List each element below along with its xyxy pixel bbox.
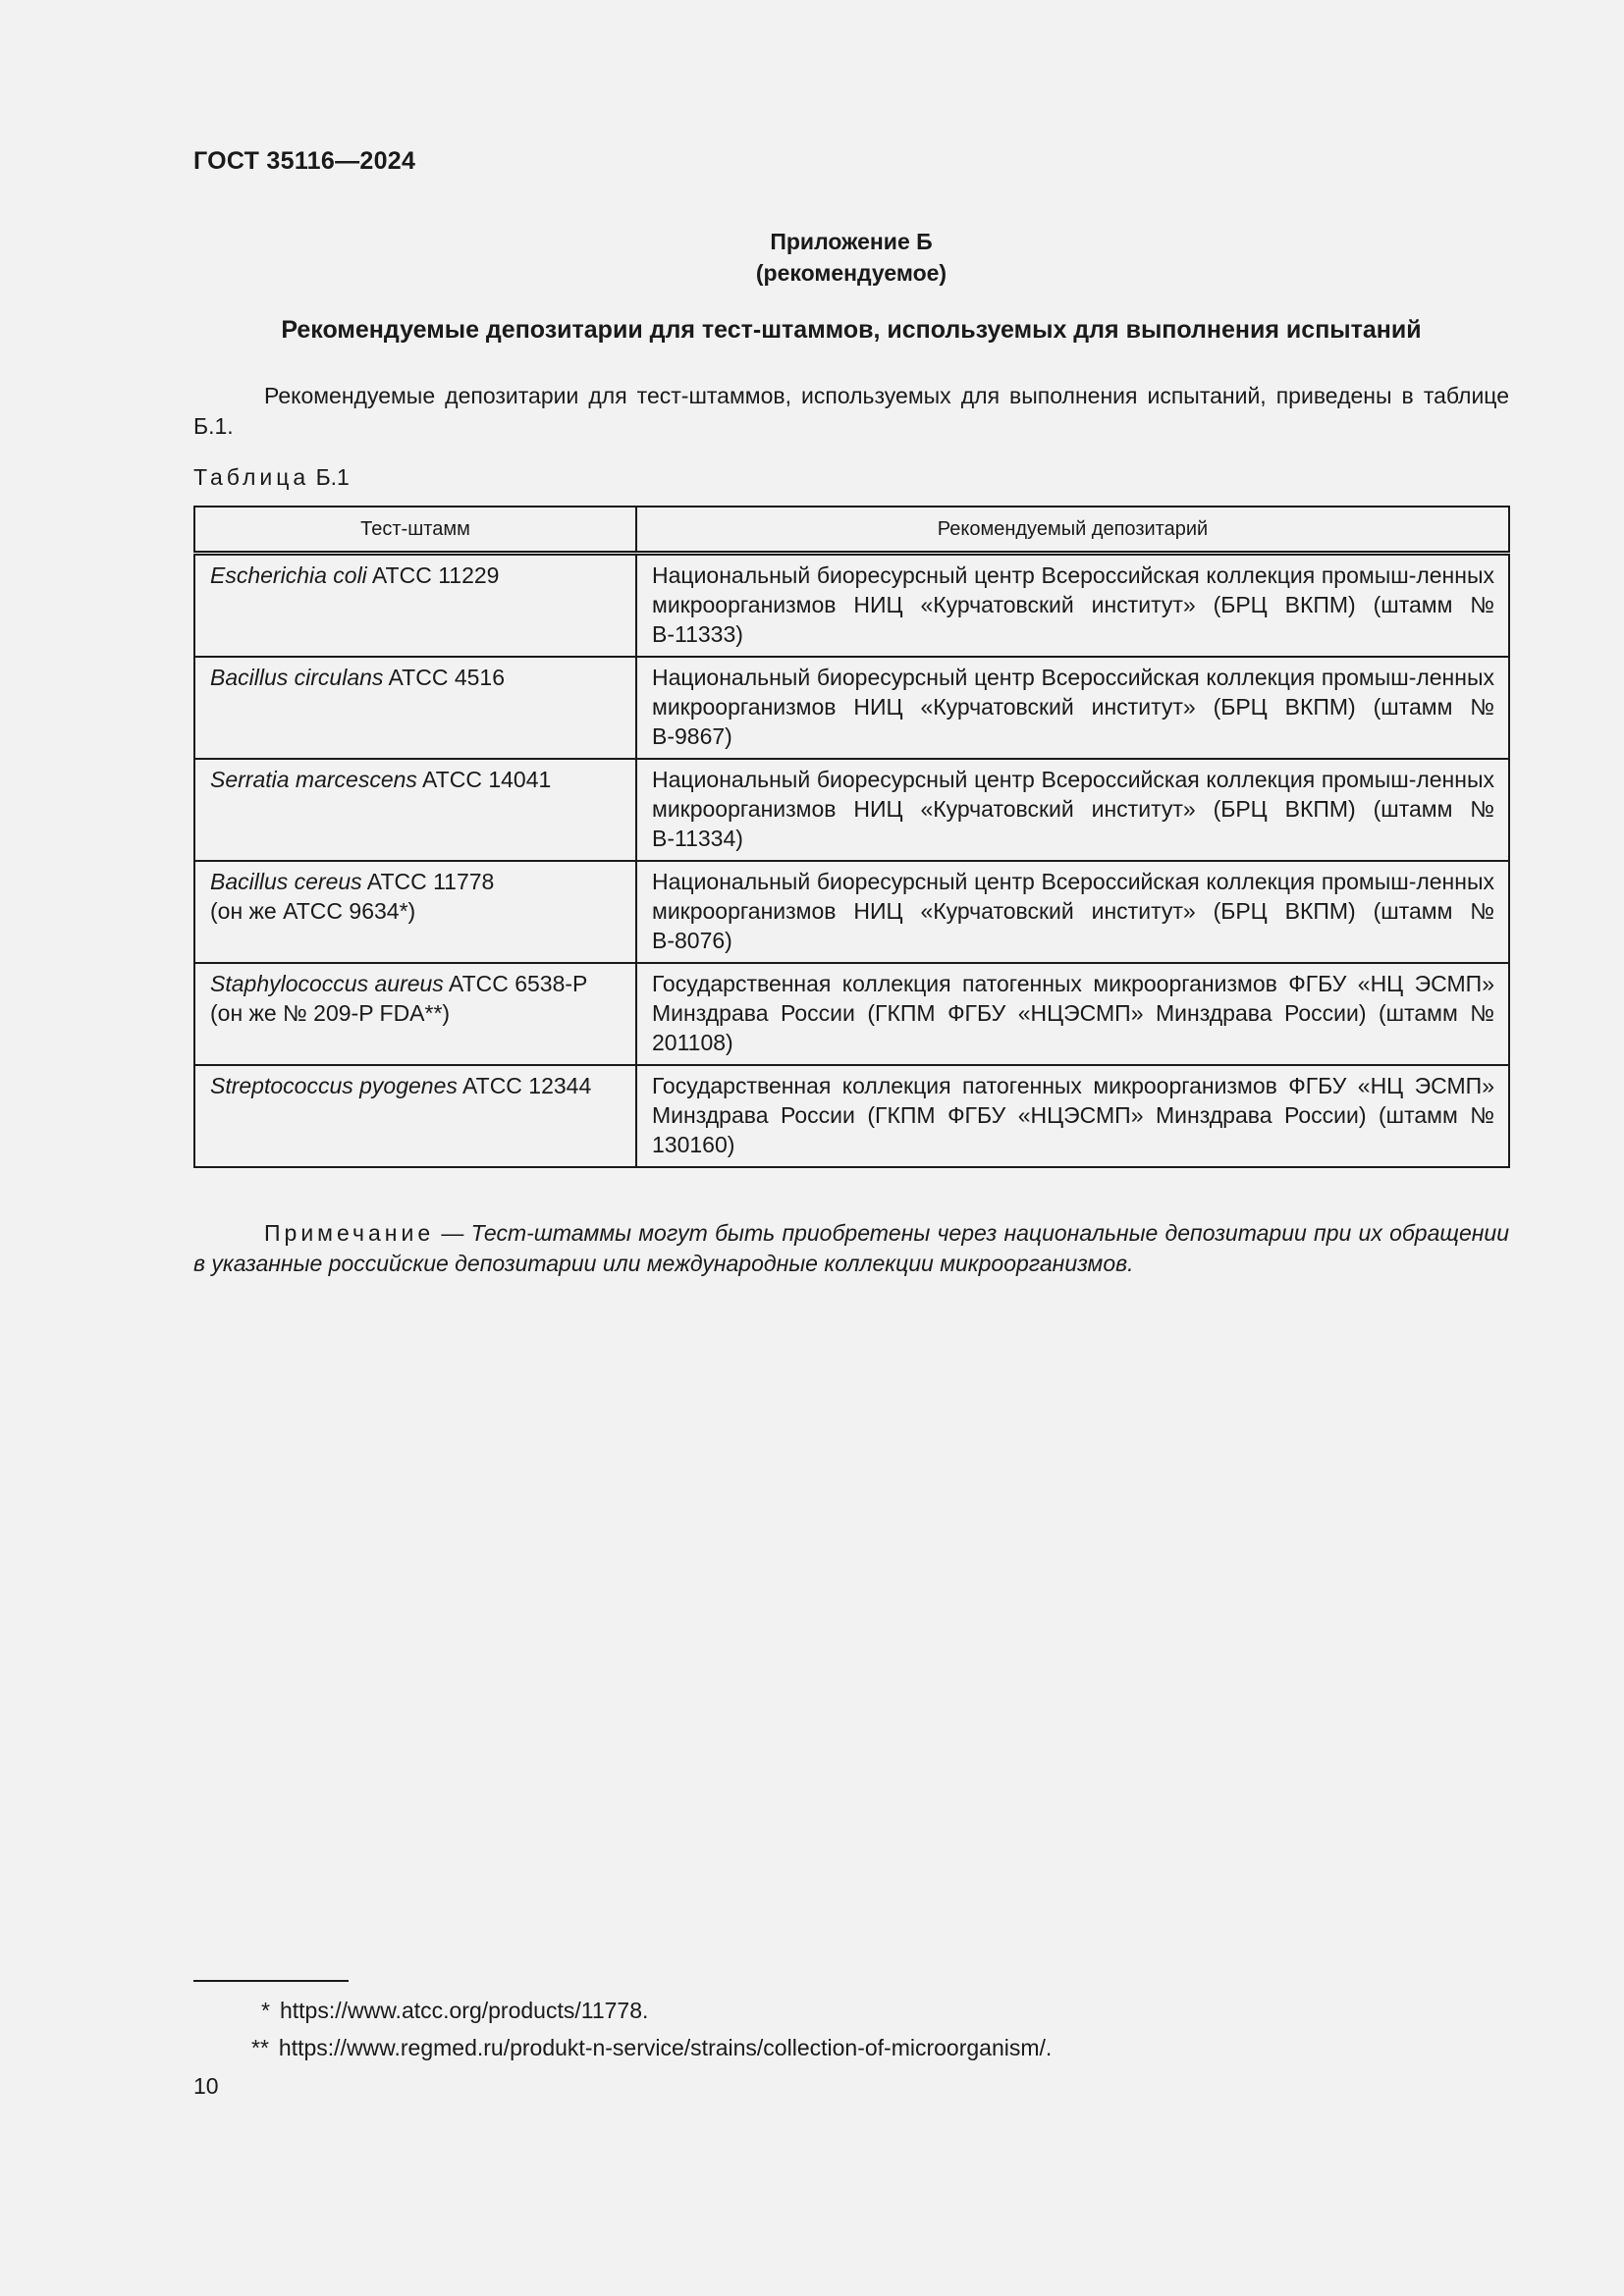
depositary-cell: Национальный биоресурсный центр Всероссийская коллекция промыш-ленных микроорганизмов НИЦ «Курчатовский институт» (БРЦ ВКПМ) (штамм № В-8076)	[636, 861, 1509, 963]
strain-species: Bacillus circulans	[210, 665, 384, 690]
page-number: 10	[193, 2073, 219, 2099]
table-note	[193, 1218, 1509, 1279]
strain-code: ATCC 11778	[361, 869, 495, 894]
strain-species: Escherichia coli	[210, 562, 367, 588]
document-code: ГОСТ 35116—2024	[193, 147, 416, 175]
strain-code: ATCC 14041	[416, 767, 552, 792]
strain-code: ATCC 11229	[366, 562, 500, 588]
note-dash: —	[434, 1220, 471, 1246]
table-row	[194, 1065, 1509, 1167]
table-row	[194, 759, 1509, 861]
column-header-depositary: Рекомендуемый депозитарий	[636, 507, 1509, 554]
strain-alias: (он же ATCC 9634*)	[210, 898, 416, 924]
strain-code: ATCC 6538-P	[443, 971, 588, 996]
footnote-link[interactable]: https://www.atcc.org/products/11778.	[279, 1998, 649, 2023]
table-row	[194, 554, 1509, 658]
table-caption	[193, 464, 350, 491]
strain-cell	[194, 657, 636, 759]
depositary-cell: Национальный биоресурсный центр Всероссийская коллекция промыш-ленных микроорганизмов НИЦ «Курчатовский институт» (БРЦ ВКПМ) (штамм № В-11333)	[636, 554, 1509, 658]
strain-cell	[194, 861, 636, 963]
appendix-title: Рекомендуемые депозитарии для тест-штаммов, используемых для выполнения испытаний	[281, 316, 1422, 344]
strain-species: Staphylococcus aureus	[210, 971, 444, 996]
table-header-row	[194, 507, 1509, 554]
depositary-cell: Государственная коллекция патогенных микроорганизмов ФГБУ «НЦ ЭСМП» Минздрава России (ГКПМ ФГБУ «НЦЭСМП» Минздрава России) (штамм № 201108)	[636, 963, 1509, 1065]
table-caption-number: Б.1	[315, 464, 350, 490]
footnote-divider	[193, 1980, 349, 1982]
table-row	[194, 861, 1509, 963]
strain-species: Streptococcus pyogenes	[210, 1073, 458, 1098]
table-row	[194, 657, 1509, 759]
depositary-cell: Национальный биоресурсный центр Всероссийская коллекция промыш-ленных микроорганизмов НИЦ «Курчатовский институт» (БРЦ ВКПМ) (штамм № В-11334)	[636, 759, 1509, 861]
appendix-label: Приложение Б	[770, 229, 933, 254]
column-header-strain: Тест-штамм	[194, 507, 636, 554]
appendix-status: (рекомендуемое)	[755, 260, 947, 286]
footnote	[261, 1996, 648, 2025]
depositary-cell: Национальный биоресурсный центр Всероссийская коллекция промыш-ленных микроорганизмов НИЦ «Курчатовский институт» (БРЦ ВКПМ) (штамм № В-9867)	[636, 657, 1509, 759]
table-caption-word: Таблица	[193, 464, 310, 490]
note-text: Тест-штаммы могут быть приобретены через национальные депозитарии при их обращении в указанные российские депозитарии или международные коллекции микроорганизмов.	[193, 1220, 1509, 1276]
footnote-mark: *	[261, 1998, 270, 2023]
footnote-link[interactable]: https://www.regmed.ru/produkt-n-service/strains/collection-of-microorganism/.	[278, 2035, 1053, 2060]
footnote-mark: **	[251, 2035, 269, 2060]
strain-code: ATCC 4516	[383, 665, 505, 690]
strain-cell	[194, 1065, 636, 1167]
strain-alias: (он же № 209-P FDA**)	[210, 1000, 451, 1026]
strain-cell	[194, 554, 636, 658]
intro-paragraph: Рекомендуемые депозитарии для тест-штаммов, используемых для выполнения испытаний, приведены в таблице Б.1.	[193, 383, 1509, 439]
appendix-heading	[193, 226, 1509, 289]
strain-cell	[194, 963, 636, 1065]
strain-cell	[194, 759, 636, 861]
table-row	[194, 963, 1509, 1065]
strains-table	[193, 506, 1510, 1168]
depositary-cell: Государственная коллекция патогенных микроорганизмов ФГБУ «НЦ ЭСМП» Минздрава России (ГКПМ ФГБУ «НЦЭСМП» Минздрава России) (штамм № 130160)	[636, 1065, 1509, 1167]
note-label: Примечание	[264, 1220, 435, 1246]
footnote	[251, 2033, 1052, 2062]
strain-species: Bacillus cereus	[210, 869, 362, 894]
strain-code: ATCC 12344	[457, 1073, 592, 1098]
strain-species: Serratia marcescens	[210, 767, 417, 792]
